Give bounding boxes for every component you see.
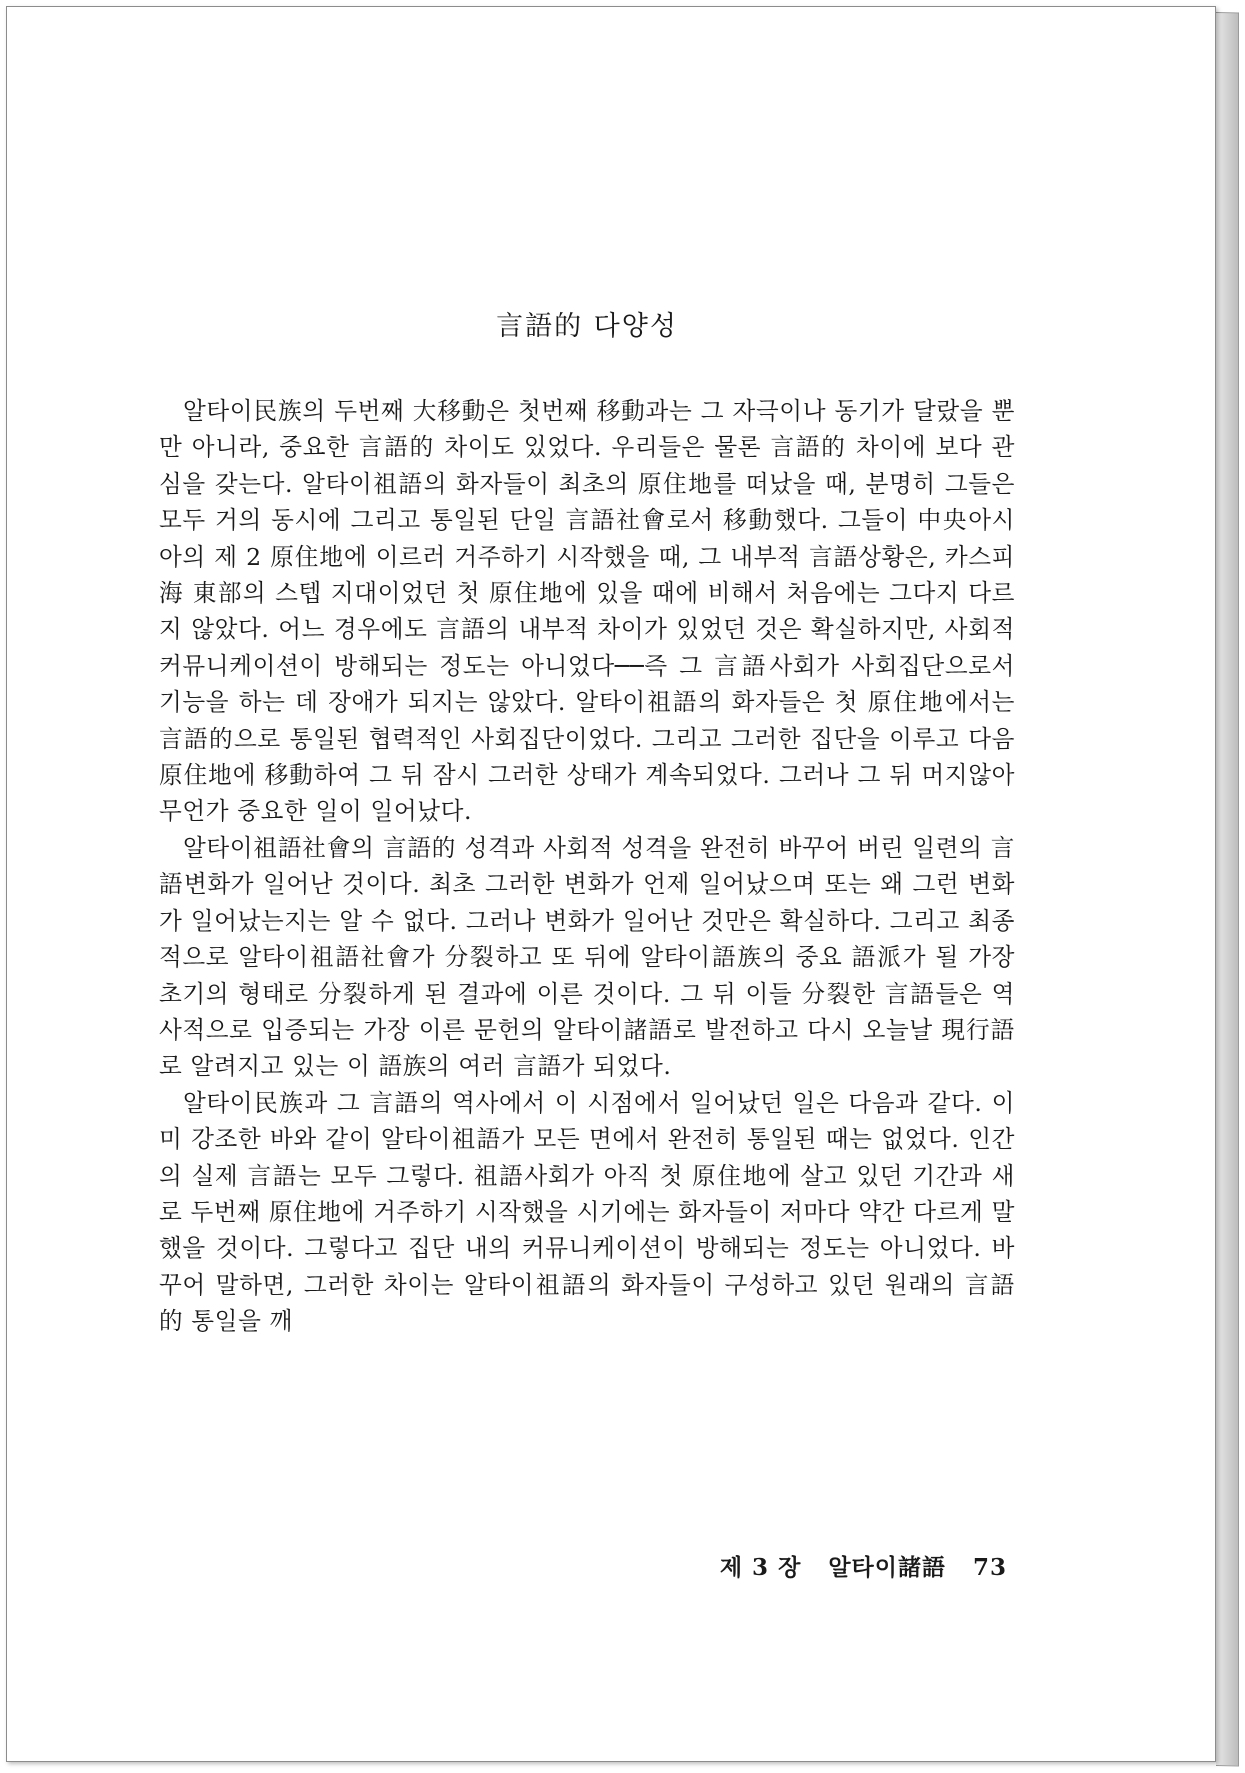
book-page [6,6,1216,1762]
running-footer [587,1549,1007,1582]
paragraph-3: 알타이民族과 그 言語의 역사에서 이 시점에서 일어났던 일은 다음과 같다. 이미 강조한 바와 같이 알타이祖語가 모든 면에서 완전히 통일된 때는 없었다. 인간의 실제 言語는 모두 그렇다. 祖語사회가 아직 첫 原住地에 살고 있던 기간과 새로 두번째 原住地에 거주하기 시작했을 시기에는 화자들이 저마다 약간 다르게 말했을 것이다. 그렇다고 집단 내의 커뮤니케이션이 방해되는 정도는 아니었다. 바꾸어 말하면, 그러한 차이는 알타이祖語의 화자들이 구성하고 있던 원래의 言語的 통일을 깨 [159,1088,1015,1336]
paragraph-1: 알타이民族의 두번째 大移動은 첫번째 移動과는 그 자극이나 동기가 달랐을 뿐만 아니라, 중요한 言語的 차이도 있었다. 우리들은 물론 言語的 차이에 보다 관심을 갖는다. 알타이祖語의 화자들이 최초의 原住地를 떠났을 때, 분명히 그들은 모두 거의 동시에 그리고 통일된 단일 言語社會로서 移動했다. 그들이 中央아시아의 제 2 原住地에 이르러 거주하기 시작했을 때, 그 내부적 言語상황은, 카스피海 東部의 스텝 지대이었던 첫 原住地에 있을 때에 비해서 처음에는 그다지 다르지 않았다. 어느 경우에도 言語의 내부적 차이가 있었던 것은 확실하지만, 사회적 커뮤니케이션이 방해되는 정도는 아니었다──즉 그 言語사회가 사회집단으로서 기능을 하는 데 장애가 되지는 않았다. 알타이祖語의 화자들은 첫 原住地에서는 言語的으로 통일된 협력적인 사회집단이었다. 그리고 그러한 집단을 이루고 다음 原住地에 移動하여 그 뒤 잠시 그러한 상태가 계속되었다. 그러나 그 뒤 머지않아 무언가 중요한 일이 일어났다. [159,397,1015,826]
page-number: 73 [972,1554,1007,1581]
book-page-stack [6,6,1224,1766]
body-text [159,393,1015,1340]
footer-chapter-title: 알타이諸語 [828,1554,946,1581]
page-stack-edge [1216,12,1239,1766]
section-title: 言語的 다양성 [496,311,678,342]
footer-chapter: 제 3 장 [719,1554,802,1581]
paragraph-2: 알타이祖語社會의 言語的 성격과 사회적 성격을 완전히 바꾸어 버린 일련의 言語변화가 일어난 것이다. 최초 그러한 변화가 언제 일어났으며 또는 왜 그런 변화가 일어났는지는 알 수 없다. 그러나 변화가 일어난 것만은 확실하다. 그리고 최종적으로 알타이祖語社會가 分裂하고 또 뒤에 알타이語族의 중요 語派가 될 가장 초기의 형태로 分裂하게 된 결과에 이른 것이다. 그 뒤 이들 分裂한 言語들은 역사적으로 입증되는 가장 이른 문헌의 알타이諸語로 발전하고 다시 오늘날 現行語로 알려지고 있는 이 語族의 여러 言語가 되었다. [159,833,1015,1081]
